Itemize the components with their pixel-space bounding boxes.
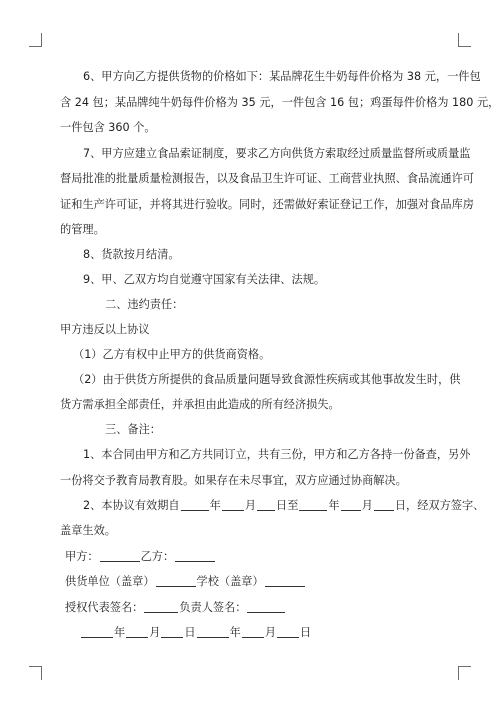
notes-item-2-line-1 [60,499,485,513]
start-day-blank[interactable] [257,499,275,511]
sign-month-blank[interactable] [126,626,148,638]
sign-year-2-blank[interactable] [197,626,229,638]
breach-item-1: （1）乙方有权中止甲方的供货商资格。 [73,348,271,361]
supplier-unit-blank[interactable] [156,575,196,587]
school-blank[interactable] [265,575,305,587]
start-year-blank[interactable] [181,499,209,511]
end-year-blank[interactable] [299,499,327,511]
breach-subheading: 甲方违反以上协议 [60,323,150,336]
notes-item-2-line-2: 盖章生效。 [60,524,116,537]
responsible-person-label: 负责人签名： [179,601,247,614]
crop-mark-top-right-h [458,46,471,47]
crop-mark-top-right-v [458,33,459,47]
party-signature-line [65,550,455,564]
sign-day-2-label: 日 [300,626,312,639]
notes-heading: 三、备注： [105,423,161,436]
crop-mark-bottom-left-v [41,666,42,680]
clause-7-line-1: 7、甲方应建立食品索证制度，要求乙方向供货方索取经过质量监督所或质量监 [83,147,471,160]
clause-7-line-4: 的管理。 [60,223,105,236]
sign-day-label: 日 [184,626,196,639]
notes-item-1-line-1: 1、本合同由甲方和乙方共同订立，共有三份，甲方和乙方各持一份备查，另外 [83,448,471,461]
seal-line [65,575,455,589]
end-day-label: 日，经双方签字、 [394,499,485,512]
crop-mark-bottom-right-h [458,666,471,667]
clause-8: 8、货款按月结清。 [83,248,180,261]
crop-mark-bottom-right-v [458,666,459,680]
sign-day-blank[interactable] [161,626,183,638]
breach-item-2-line-1: （2）由于供货方所提供的食品质量问题导致食源性疾病或其他事故发生时，供 [73,373,461,386]
authorized-rep-blank[interactable] [144,601,178,613]
sign-year-label: 年 [114,626,126,639]
sign-day-2-blank[interactable] [277,626,299,638]
end-month-label: 月 [361,499,373,512]
sign-month-2-blank[interactable] [242,626,264,638]
clause-7-line-3: 证和生产许可证，并将其进行验收。同时，还需做好索证登记工作，加强对食品库房 [60,198,474,211]
start-month-label: 月 [244,499,257,512]
notes-item-1-line-2: 一份将交予教育局教育股。如果存在未尽事宜，双方应通过协商解决。 [60,474,407,487]
representative-line [65,601,455,615]
start-day-label: 日至 [276,499,299,512]
validity-prefix: 2、本协议有效期自 [83,499,180,512]
clause-9: 9、甲、乙双方均自觉遵守国家有关法律、法规。 [83,273,326,286]
clause-7-line-2: 督局批准的批量质量检测报告，以及食品卫生许可证、工商营业执照、食品流通许可 [60,172,474,185]
party-a-blank[interactable] [100,550,140,562]
supplier-unit-label: 供货单位（盖章） [65,575,155,588]
clause-6-line-2: 含 24 包；某品牌纯牛奶每件价格为 35 元，一件包含 16 包；鸡蛋每件价格为 180 元， [60,96,500,109]
breach-item-2-line-2: 货方需承担全部责任，并承担由此造成的所有经济损失。 [60,398,340,411]
party-b-blank[interactable] [175,550,215,562]
signing-date-line [80,626,470,640]
authorized-rep-label: 授权代表签名： [65,601,144,614]
end-month-blank[interactable] [341,499,361,511]
breach-heading: 二、违约责任： [105,298,184,311]
sign-year-blank[interactable] [81,626,113,638]
sign-year-2-label: 年 [229,626,241,639]
responsible-person-blank[interactable] [247,601,285,613]
party-b-label: 乙方： [140,550,175,563]
end-day-blank[interactable] [374,499,394,511]
end-year-label: 年 [328,499,340,512]
start-year-label: 年 [209,499,221,512]
school-label: 学校（盖章） [196,575,264,588]
start-month-blank[interactable] [222,499,244,511]
crop-mark-top-left-v [41,33,42,47]
clause-6-line-3: 一件包含 360 个。 [60,121,156,134]
sign-month-label: 月 [149,626,161,639]
sign-month-2-label: 月 [264,626,277,639]
party-a-label: 甲方： [65,550,99,563]
clause-6-line-1: 6、甲方向乙方提供货物的价格如下：某品牌花生牛奶每件价格为 38 元，一件包 [83,70,481,83]
